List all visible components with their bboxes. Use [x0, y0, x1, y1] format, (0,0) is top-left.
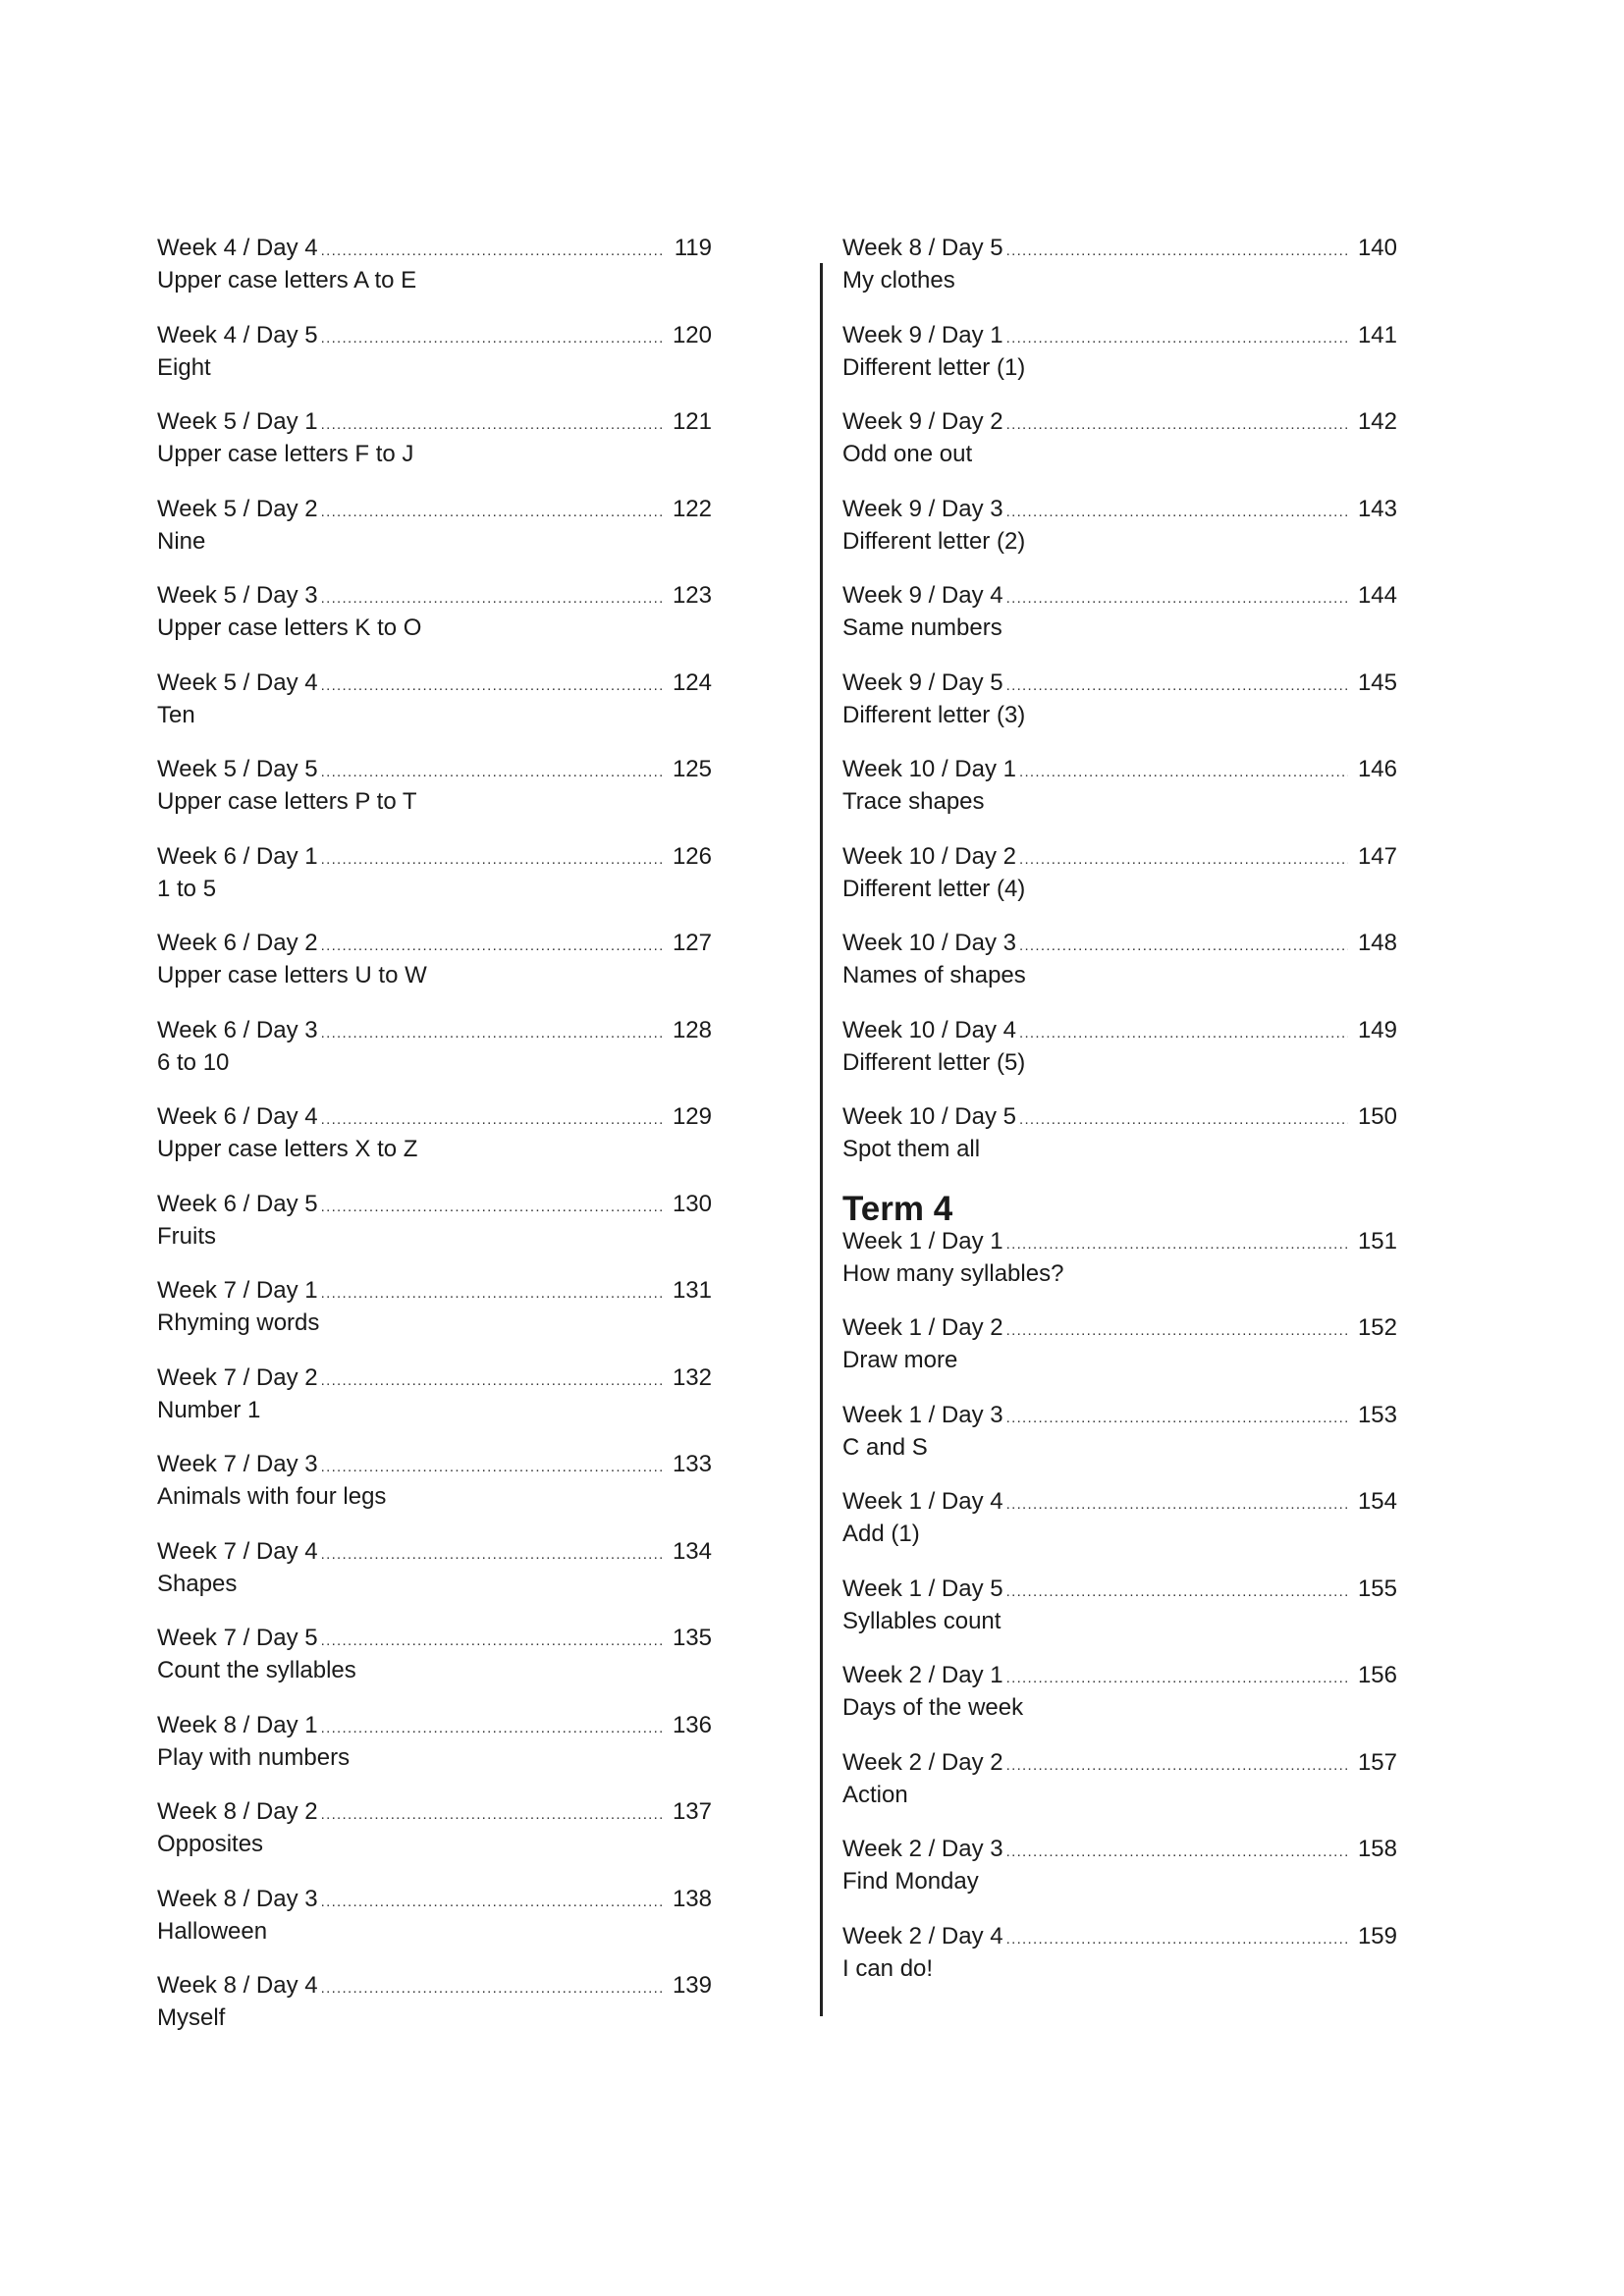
toc-entry[interactable]	[842, 755, 1397, 842]
entry-subtitle: Draw more	[842, 1347, 958, 1373]
entry-subtitle: Opposites	[157, 1831, 264, 1857]
dot-leader	[321, 324, 663, 353]
toc-entry[interactable]	[157, 1885, 712, 1972]
entry-subtitle: Ten	[157, 701, 195, 728]
dot-leader	[321, 1714, 663, 1743]
entry-page-number: 135	[672, 1625, 712, 1651]
entry-title: Week 5 / Day 2	[157, 495, 318, 522]
dot-leader	[1006, 1664, 1348, 1693]
toc-entry[interactable]	[842, 1575, 1397, 1662]
dot-leader	[1006, 1751, 1348, 1781]
toc-entry[interactable]	[157, 234, 712, 321]
entry-page-number: 152	[1357, 1314, 1397, 1341]
dot-leader	[1019, 758, 1348, 787]
dot-leader	[321, 758, 663, 787]
entry-title: Week 2 / Day 2	[842, 1748, 1003, 1776]
toc-entry[interactable]	[157, 929, 712, 1016]
toc-entry[interactable]	[842, 929, 1397, 1016]
entry-subtitle: Action	[842, 1781, 908, 1808]
dot-leader	[321, 1279, 663, 1308]
entry-subtitle: Number 1	[157, 1396, 261, 1423]
column-divider	[820, 263, 823, 2016]
entry-subtitle: Different letter (1)	[842, 353, 1026, 381]
toc-entry[interactable]	[157, 581, 712, 668]
entry-title: Week 1 / Day 1	[842, 1227, 1003, 1255]
entry-subtitle: Play with numbers	[157, 1743, 351, 1771]
toc-entry[interactable]	[157, 1276, 712, 1363]
toc-entry[interactable]	[842, 1102, 1397, 1190]
entry-page-number: 148	[1357, 930, 1397, 956]
entry-page-number: 141	[1357, 321, 1397, 348]
entry-title: Week 8 / Day 2	[157, 1798, 318, 1825]
dot-leader	[321, 1627, 663, 1656]
dot-leader	[321, 932, 663, 961]
entry-title: Week 6 / Day 1	[157, 842, 318, 870]
entry-title: Week 6 / Day 2	[157, 930, 318, 956]
entry-subtitle: Myself	[157, 2004, 226, 2031]
dot-leader	[1006, 1577, 1348, 1607]
entry-page-number: 156	[1357, 1662, 1397, 1688]
dot-leader	[1006, 498, 1348, 527]
entry-title: Week 10 / Day 1	[842, 756, 1016, 782]
toc-entry[interactable]	[157, 1537, 712, 1625]
entry-title: Week 10 / Day 5	[842, 1103, 1016, 1130]
toc-entry[interactable]	[842, 1401, 1397, 1488]
entry-page-number: 136	[672, 1711, 712, 1738]
entry-title: Week 7 / Day 4	[157, 1537, 318, 1565]
dot-leader	[321, 1974, 663, 2003]
dot-leader	[1006, 1316, 1348, 1346]
entry-title: Week 5 / Day 3	[157, 582, 318, 609]
entry-title: Week 2 / Day 4	[842, 1922, 1003, 1949]
term-4-heading: Term 4	[842, 1189, 953, 1228]
entry-title: Week 6 / Day 4	[157, 1103, 318, 1130]
entry-page-number: 137	[672, 1798, 712, 1825]
toc-entry[interactable]	[157, 755, 712, 842]
entry-subtitle: Rhyming words	[157, 1309, 320, 1336]
entry-page-number: 123	[672, 582, 712, 609]
entry-title: Week 6 / Day 5	[157, 1190, 318, 1217]
toc-entry[interactable]	[157, 321, 712, 408]
dot-leader	[1006, 1490, 1348, 1520]
dot-leader	[1006, 324, 1348, 353]
entry-title: Week 1 / Day 2	[842, 1314, 1003, 1341]
dot-leader	[1019, 845, 1348, 875]
toc-entry[interactable]	[842, 1748, 1397, 1836]
entry-title: Week 2 / Day 1	[842, 1662, 1003, 1688]
entry-page-number: 129	[672, 1103, 712, 1130]
dot-leader	[1006, 1404, 1348, 1433]
toc-entry[interactable]	[842, 234, 1397, 321]
entry-page-number: 140	[1357, 235, 1397, 261]
entry-title: Week 6 / Day 3	[157, 1016, 318, 1043]
entry-page-number: 159	[1357, 1922, 1397, 1949]
dot-leader	[1006, 410, 1348, 440]
toc-entry[interactable]	[842, 321, 1397, 408]
entry-title: Week 4 / Day 4	[157, 235, 318, 261]
entry-page-number: 139	[672, 1972, 712, 1999]
toc-entry[interactable]	[157, 1797, 712, 1885]
entry-page-number: 122	[672, 495, 712, 522]
entry-subtitle: Syllables count	[842, 1607, 1001, 1634]
entry-subtitle: Upper case letters F to J	[157, 441, 414, 467]
entry-subtitle: Days of the week	[842, 1694, 1024, 1721]
entry-title: Week 8 / Day 3	[157, 1885, 318, 1912]
entry-subtitle: My clothes	[842, 267, 955, 294]
dot-leader	[321, 1105, 663, 1135]
dot-leader	[1006, 584, 1348, 614]
entry-subtitle: Add (1)	[842, 1521, 920, 1547]
toc-entry[interactable]	[157, 1711, 712, 1798]
entry-page-number: 146	[1357, 756, 1397, 782]
dot-leader	[1006, 237, 1348, 266]
dot-leader	[1019, 1019, 1348, 1048]
entry-subtitle: Nine	[157, 527, 206, 555]
toc-entry[interactable]	[842, 842, 1397, 930]
entry-title: Week 10 / Day 2	[842, 842, 1016, 870]
toc-entry[interactable]	[842, 1922, 1397, 2009]
toc-entry[interactable]	[842, 668, 1397, 756]
entry-subtitle: Fruits	[157, 1222, 216, 1250]
entry-page-number: 119	[674, 235, 712, 261]
entry-subtitle: 6 to 10	[157, 1048, 230, 1076]
entry-page-number: 126	[672, 842, 712, 870]
toc-entry[interactable]	[842, 407, 1397, 495]
toc-entry[interactable]	[157, 495, 712, 582]
entry-page-number: 143	[1357, 495, 1397, 522]
entry-title: Week 9 / Day 4	[842, 582, 1003, 609]
dot-leader	[1006, 1230, 1348, 1259]
toc-entry[interactable]	[842, 1313, 1397, 1401]
entry-title: Week 9 / Day 5	[842, 668, 1003, 696]
toc-entry[interactable]	[157, 1363, 712, 1451]
entry-page-number: 158	[1357, 1836, 1397, 1862]
entry-title: Week 7 / Day 2	[157, 1363, 318, 1391]
entry-page-number: 138	[672, 1885, 712, 1912]
entry-subtitle: Spot them all	[842, 1136, 981, 1162]
entry-subtitle: Animals with four legs	[157, 1483, 387, 1510]
dot-leader	[321, 845, 663, 875]
entry-subtitle: Upper case letters K to O	[157, 614, 422, 641]
toc-right-column	[842, 234, 1397, 2008]
toc-entry[interactable]	[157, 1190, 712, 1277]
dot-leader	[321, 671, 663, 701]
entry-page-number: 142	[1357, 408, 1397, 435]
entry-subtitle: Upper case letters A to E	[157, 267, 417, 294]
entry-title: Week 1 / Day 5	[842, 1575, 1003, 1602]
entry-page-number: 149	[1357, 1016, 1397, 1043]
toc-entry[interactable]	[842, 581, 1397, 668]
toc-entry[interactable]	[842, 1661, 1397, 1748]
entry-page-number: 144	[1357, 582, 1397, 609]
entry-subtitle: Odd one out	[842, 441, 973, 467]
entry-page-number: 155	[1357, 1575, 1397, 1602]
toc-entry[interactable]	[842, 1487, 1397, 1575]
entry-subtitle: Upper case letters X to Z	[157, 1136, 418, 1162]
entry-page-number: 150	[1357, 1103, 1397, 1130]
entry-subtitle: Trace shapes	[842, 788, 985, 815]
entry-subtitle: Halloween	[157, 1917, 268, 1945]
entry-subtitle: Names of shapes	[842, 962, 1026, 988]
toc-entry[interactable]	[157, 842, 712, 930]
entry-title: Week 5 / Day 4	[157, 668, 318, 696]
dot-leader	[321, 1193, 663, 1222]
dot-leader	[321, 1540, 663, 1570]
entry-subtitle: Different letter (2)	[842, 527, 1026, 555]
entry-title: Week 10 / Day 3	[842, 930, 1016, 956]
entry-title: Week 8 / Day 1	[157, 1711, 318, 1738]
dot-leader	[1019, 1105, 1348, 1135]
dot-leader	[1006, 671, 1348, 701]
dot-leader	[1006, 1838, 1348, 1867]
toc-entry[interactable]	[157, 1450, 712, 1537]
entry-title: Week 4 / Day 5	[157, 321, 318, 348]
entry-subtitle: Upper case letters U to W	[157, 962, 427, 988]
entry-title: Week 5 / Day 5	[157, 756, 318, 782]
entry-page-number: 134	[672, 1537, 712, 1565]
toc-left-column	[157, 234, 712, 2058]
entry-subtitle: Eight	[157, 353, 211, 381]
entry-page-number: 151	[1357, 1227, 1397, 1255]
entry-title: Week 9 / Day 2	[842, 408, 1003, 435]
toc-entry[interactable]	[157, 1016, 712, 1103]
toc-entry[interactable]	[157, 1624, 712, 1711]
entry-page-number: 128	[672, 1016, 712, 1043]
entry-page-number: 124	[672, 668, 712, 696]
entry-page-number: 133	[672, 1451, 712, 1477]
entry-subtitle: I can do!	[842, 1954, 934, 1982]
entry-subtitle: Same numbers	[842, 614, 1002, 641]
entry-subtitle: 1 to 5	[157, 875, 217, 902]
dot-leader	[321, 498, 663, 527]
entry-page-number: 132	[672, 1363, 712, 1391]
entry-page-number: 120	[672, 321, 712, 348]
entry-page-number: 131	[672, 1277, 712, 1304]
entry-subtitle: Different letter (3)	[842, 701, 1026, 728]
entry-title: Week 5 / Day 1	[157, 408, 318, 435]
toc-entry[interactable]	[157, 1102, 712, 1190]
toc-entry[interactable]	[842, 1835, 1397, 1922]
entry-subtitle: Different letter (4)	[842, 875, 1026, 902]
dot-leader	[321, 584, 663, 614]
entry-title: Week 7 / Day 3	[157, 1451, 318, 1477]
toc-entry[interactable]	[157, 668, 712, 756]
entry-subtitle: How many syllables?	[842, 1259, 1064, 1287]
dot-leader	[321, 1453, 663, 1482]
dot-leader	[321, 1366, 663, 1396]
entry-page-number: 125	[672, 756, 712, 782]
toc-entry[interactable]	[842, 495, 1397, 582]
dot-leader	[321, 1888, 663, 1917]
entry-subtitle: Count the syllables	[157, 1657, 356, 1683]
entry-title: Week 10 / Day 4	[842, 1016, 1016, 1043]
entry-page-number: 153	[1357, 1401, 1397, 1428]
entry-title: Week 2 / Day 3	[842, 1836, 1003, 1862]
entry-title: Week 8 / Day 5	[842, 235, 1003, 261]
toc-entry[interactable]	[842, 1227, 1397, 1314]
entry-title: Week 9 / Day 3	[842, 495, 1003, 522]
toc-entry[interactable]	[842, 1016, 1397, 1103]
dot-leader	[321, 1019, 663, 1048]
entry-subtitle: C and S	[842, 1433, 928, 1461]
entry-page-number: 147	[1357, 842, 1397, 870]
dot-leader	[1019, 932, 1348, 961]
entry-subtitle: Upper case letters P to T	[157, 788, 417, 815]
entry-subtitle: Different letter (5)	[842, 1048, 1026, 1076]
entry-subtitle: Shapes	[157, 1570, 238, 1597]
entry-page-number: 154	[1357, 1488, 1397, 1515]
entry-subtitle: Find Monday	[842, 1868, 979, 1895]
entry-title: Week 1 / Day 3	[842, 1401, 1003, 1428]
entry-page-number: 130	[672, 1190, 712, 1217]
entry-page-number: 145	[1357, 668, 1397, 696]
entry-title: Week 1 / Day 4	[842, 1488, 1003, 1515]
dot-leader	[321, 237, 663, 266]
entry-page-number: 157	[1357, 1748, 1397, 1776]
toc-entry[interactable]	[157, 1971, 712, 2058]
toc-entry[interactable]	[157, 407, 712, 495]
dot-leader	[1006, 1925, 1348, 1954]
dot-leader	[321, 1800, 663, 1830]
entry-page-number: 127	[672, 930, 712, 956]
entry-title: Week 7 / Day 5	[157, 1625, 318, 1651]
entry-page-number: 121	[672, 408, 712, 435]
dot-leader	[321, 410, 663, 440]
entry-title: Week 8 / Day 4	[157, 1972, 318, 1999]
entry-title: Week 9 / Day 1	[842, 321, 1003, 348]
entry-title: Week 7 / Day 1	[157, 1277, 318, 1304]
